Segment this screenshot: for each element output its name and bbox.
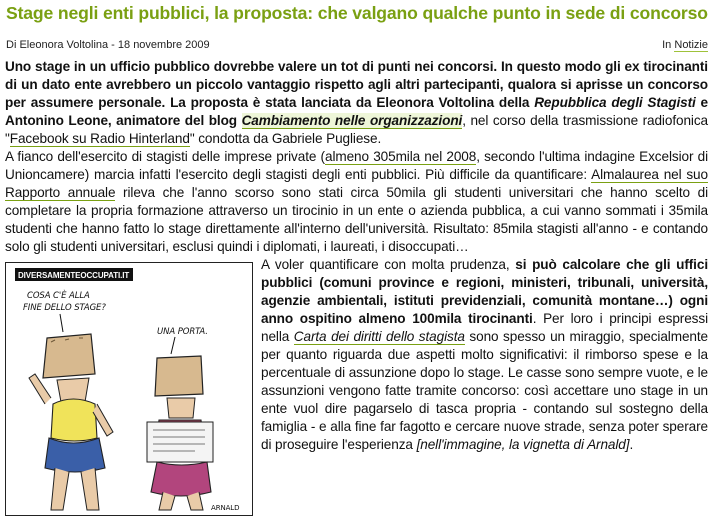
p2-text-3: rileva che l'anno scorso sono stati circa 50mila gli studenti universitari che hanno scelto di completare la propria formazione attraverso un tirocinio in un ente o azienda pubblica, a cui vanno sommati i 35mila studenti che hanno fatto lo stage direttamente all'interno dell'università. Risultato: 85mila stagisti all'anno - e contando solo gli studenti universitari, esclusi quindi i diplomati, i laureati, i disoccupati… — [5, 185, 708, 254]
article-body — [5, 58, 708, 516]
lead-paragraph — [5, 58, 708, 148]
article-title[interactable]: Stage negli enti pubblici, la proposta: che valgano qualche punto in sede di concorso — [6, 3, 708, 23]
image-caption: [nell'immagine, la vignetta di Arnald] — [416, 437, 630, 452]
cartoon-signature: ARNALD — [211, 504, 240, 512]
article-meta — [6, 39, 708, 51]
carta-diritti-link[interactable]: Carta dei diritti dello stagista — [293, 329, 465, 344]
repubblica-stagisti-em: Repubblica degli Stagisti — [534, 95, 696, 110]
lead-text-4: " condotta da Gabriele Pugliese. — [189, 131, 382, 146]
cartoon-bubble-2: UNA PORTA. — [157, 327, 208, 337]
facebook-radio-link[interactable]: Facebook su Radio Hinterland — [9, 131, 190, 146]
paragraph-2 — [5, 148, 708, 256]
p3-text-4: . — [629, 437, 634, 452]
almalaurea-link[interactable]: Almalaurea nel suo Rapporto annuale — [5, 167, 708, 200]
cartoon-illustration — [5, 262, 253, 516]
lead-text-2: e Antonino Leone, animatore del blog — [5, 95, 709, 128]
p2-text-1: A fianco dell'esercito di stagisti delle imprese private ( — [5, 149, 325, 164]
lead-text-3: , nel corso della trasmissione radiofonica " — [5, 113, 708, 146]
cartoon-bubble-1-line-2: FINE DELLO STAGE? — [23, 303, 106, 313]
cartoon-bubble-1-line-1: COSA C'È ALLA — [27, 291, 90, 301]
p3-text-2: . Per loro i principi espressi nella — [261, 311, 708, 344]
cambiamento-link[interactable]: Cambiamento nelle organizzazioni — [241, 113, 463, 128]
p3-text-1: A voler quantificare con molta prudenza, — [261, 257, 516, 272]
category-wrap — [662, 39, 708, 51]
lead-text-1: Uno stage in un ufficio pubblico dovrebbe valere un tot di punti nei concorsi. In questo modo gli ex tirocinanti di un dato ente avrebbero un piccolo vantaggio rispetto agli altri partecipanti, qualora si aprisse un concorso per assumere personale. La proposta è stata lanciata da Eleonora Voltolina della — [5, 59, 708, 110]
p3-bold: si può calcolare che gli uffici pubblici (comuni province e regioni, ministeri, tribunali, università, agenzie ambientali, istituti previdenziali, comunità montane…) ogni anno ospitino almeno 100mila tirocinanti — [261, 257, 708, 326]
category-prefix: In — [662, 39, 672, 51]
category-link[interactable]: Notizie — [674, 39, 708, 51]
p3-text-3: sono spesso un miraggio, specialmente per quanto riguarda due aspetti molto significativi: il rimborso spese e la percentuale di assunzione dopo lo stage. Le casse sono sempre vuote, e le assunzioni vengono fatte tramite concorso: così accettare uno stage in un ente vuol dire pagarselo di tasca propria - contando sul sostegno della famiglia - e alla fine far fagotto e cercare nuove strade, senza poter sperare di proseguire l'esperienza — [261, 329, 708, 452]
p2-text-2: , secondo l'ultima indagine Excelsior di Unioncamere) marcia infatti l'esercito degli stagisti degli enti pubblici. Più difficile da quantificare: — [5, 149, 708, 182]
cartoon-site-label: DIVERSAMENTEOCCUPATI.IT — [18, 271, 130, 280]
newspaper — [147, 422, 213, 462]
byline: Di Eleonora Voltolina - 18 novembre 2009 — [6, 39, 210, 51]
excelsior-link[interactable]: almeno 305mila nel 2008 — [324, 149, 477, 164]
cartoon-figure — [5, 262, 253, 516]
